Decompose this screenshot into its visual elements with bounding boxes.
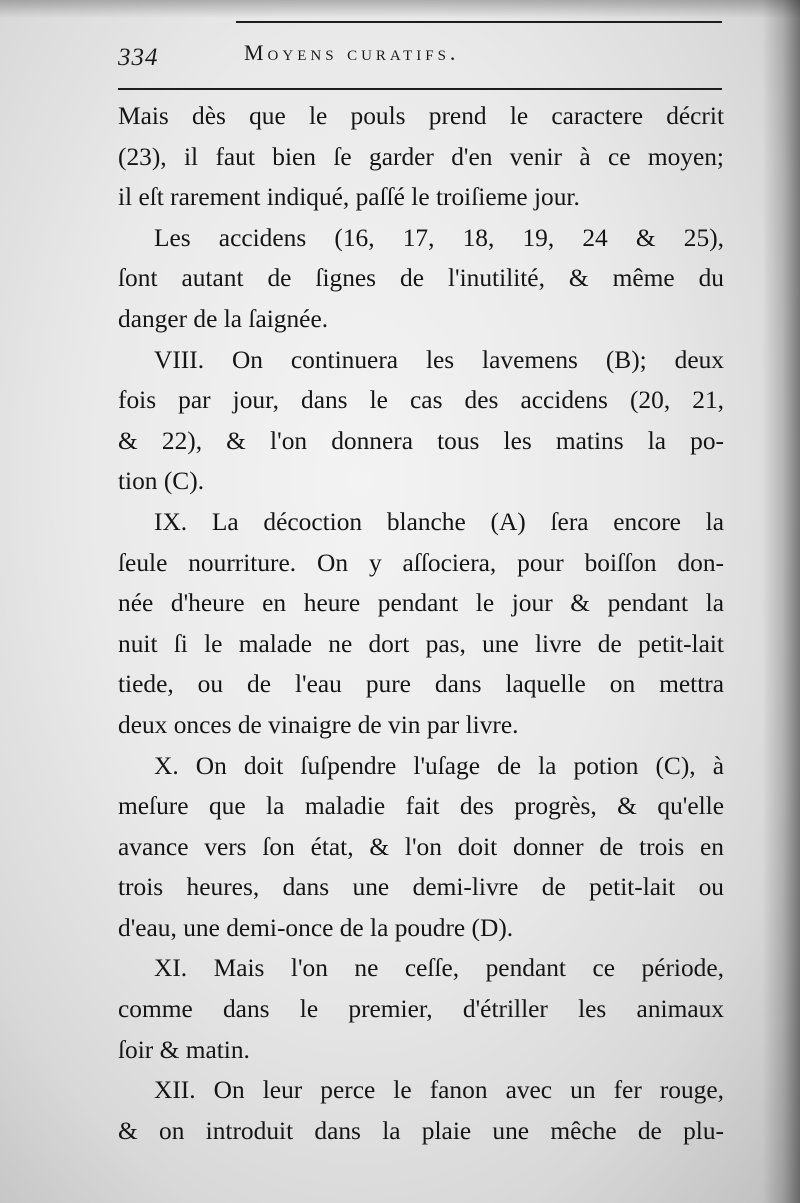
text-line: née d'heure en heure pendant le jour & pendant la [118, 589, 724, 618]
text-line: deux onces de vinaigre de vin par livre. [118, 710, 519, 739]
text-line: comme dans le premier, d'étriller les animaux [118, 995, 724, 1024]
text-line: ſont autant de ſignes de l'inutilité, & même du [118, 264, 724, 293]
text-line: XI. Mais l'on ne ceſſe, pendant ce période, [154, 954, 724, 983]
paragraph [118, 96, 724, 218]
text-line: trois heures, dans une demi-livre de petit-lait ou [118, 873, 724, 902]
text-line: X. On doit ſuſpendre l'uſage de la potion (C), à [154, 751, 724, 780]
text-line: nuit ſi le malade ne dort pas, une livre de petit-lait [118, 629, 724, 658]
page-number: 334 [118, 44, 159, 71]
text-line: avance vers ſon état, & l'on doit donner de trois en [118, 832, 724, 861]
paragraph [118, 746, 724, 949]
text-line: tiede, ou de l'eau pure dans laquelle on mettra [118, 670, 724, 699]
text-line: Mais dès que le pouls prend le caractere décrit [118, 102, 724, 130]
text-line: XII. On leur perce le fanon avec un fer rouge, [154, 1076, 724, 1105]
text-line: Les accidens (16, 17, 18, 19, 24 & 25), [154, 223, 724, 252]
page-header [118, 36, 722, 76]
paragraph [118, 218, 724, 340]
paragraph [118, 1070, 724, 1151]
header-top-rule [236, 21, 722, 23]
text-line: tion (C). [118, 467, 205, 496]
text-line: fois par jour, dans le cas des accidens (20, 21, [118, 386, 724, 415]
text-line: il eſt rarement indiqué, paſſé le troiſieme jour. [118, 183, 580, 212]
text-line: d'eau, une demi-once de la poudre (D). [118, 913, 514, 942]
paragraph [118, 948, 724, 1070]
page-gutter-shadow [762, 0, 800, 1203]
text-line: ſeule nourriture. On y aſſociera, pour boiſſon don- [118, 548, 724, 577]
text-line: (23), il faut bien ſe garder d'en venir à ce moyen; [118, 142, 724, 171]
text-line: & 22), & l'on donnera tous les matins la po- [118, 426, 724, 455]
text-line: meſure que la maladie fait des progrès, & qu'elle [118, 792, 724, 821]
header-under-rule [118, 88, 722, 90]
text-line: VIII. On continuera les lavemens (B); deux [154, 345, 724, 374]
paragraph [118, 340, 724, 502]
text-line: & on introduit dans la plaie une mêche de plu- [118, 1116, 724, 1145]
body-text [118, 96, 724, 1151]
page-top-shadow [0, 0, 800, 18]
text-line: ſoir & matin. [118, 1035, 250, 1064]
paragraph [118, 502, 724, 746]
text-line: danger de la ſaignée. [118, 304, 329, 333]
running-title: Moyens curatifs. [244, 40, 460, 65]
text-line: IX. La décoction blanche (A) ſera encore la [154, 507, 724, 536]
